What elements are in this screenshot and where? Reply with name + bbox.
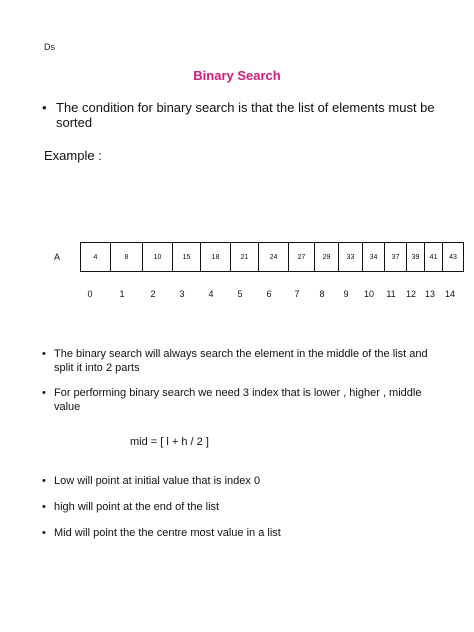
array-index: 5 — [237, 289, 243, 299]
index-row — [80, 289, 460, 299]
array-cell: 4 — [81, 243, 111, 271]
bullet-three-index — [42, 386, 434, 414]
bullet-text: high will point at the end of the list — [54, 501, 220, 513]
array-cell: 33 — [339, 243, 363, 271]
bullet-dot: • — [42, 387, 46, 399]
mid-formula: mid = [ l + h / 2 ] — [130, 436, 209, 448]
bullet-text: Low will point at initial value that is index 0 — [54, 475, 261, 487]
array-cell: 21 — [231, 243, 259, 271]
array-index: 11 — [386, 289, 396, 299]
bullet-dot: • — [42, 475, 46, 487]
array-index: 10 — [363, 289, 374, 299]
array-index: 14 — [444, 289, 455, 299]
bullet-dot: • — [42, 501, 46, 513]
array-cell: 43 — [449, 253, 457, 261]
bullet-dot: • — [42, 348, 46, 360]
header-tag: Ds — [44, 42, 55, 52]
bullet-high — [42, 500, 434, 514]
bullet-text: Mid will point the the centre most value in a list — [54, 527, 281, 539]
array-cell: 10 — [143, 243, 173, 271]
bullet-dot: • — [42, 100, 47, 115]
array-cell: 27 — [289, 243, 315, 271]
array-cell: 41 — [425, 243, 443, 271]
array-index: 9 — [343, 289, 349, 299]
array-cell: 37 — [385, 243, 407, 271]
array-label: A — [54, 252, 61, 262]
intro-bullet-text: The condition for binary search is that the list of elements must be sorted — [56, 100, 435, 130]
page-title: Binary Search — [193, 68, 281, 83]
bullet-middle-search — [42, 347, 434, 375]
array-index: 13 — [424, 289, 435, 299]
array-index: 12 — [405, 289, 416, 299]
array-cell: 24 — [259, 243, 289, 271]
intro-bullet — [42, 100, 442, 130]
array-index: 6 — [266, 289, 272, 299]
bullet-text: For performing binary search we need 3 index that is lower , higher , middle value — [54, 387, 422, 413]
array-index: 8 — [319, 289, 325, 299]
array-cell: 34 — [363, 243, 385, 271]
array-index: 2 — [150, 289, 156, 299]
array-index: 1 — [119, 289, 125, 299]
bullet-mid — [42, 526, 434, 540]
array-cell: 18 — [201, 243, 231, 271]
array-cell: 15 — [173, 243, 201, 271]
example-label: Example : — [44, 148, 102, 163]
array-index: 4 — [208, 289, 214, 299]
array-index: 0 — [87, 289, 93, 299]
array-cell: 39 — [407, 243, 425, 271]
array-row — [80, 242, 464, 272]
array-cell: 8 — [111, 243, 143, 271]
bullet-text: The binary search will always search the element in the middle of the list and split it into 2 parts — [54, 348, 428, 374]
array-cell: 29 — [315, 243, 339, 271]
array-index: 3 — [179, 289, 185, 299]
bullet-low — [42, 474, 434, 488]
array-index: 7 — [294, 289, 300, 299]
bullet-dot: • — [42, 527, 46, 539]
